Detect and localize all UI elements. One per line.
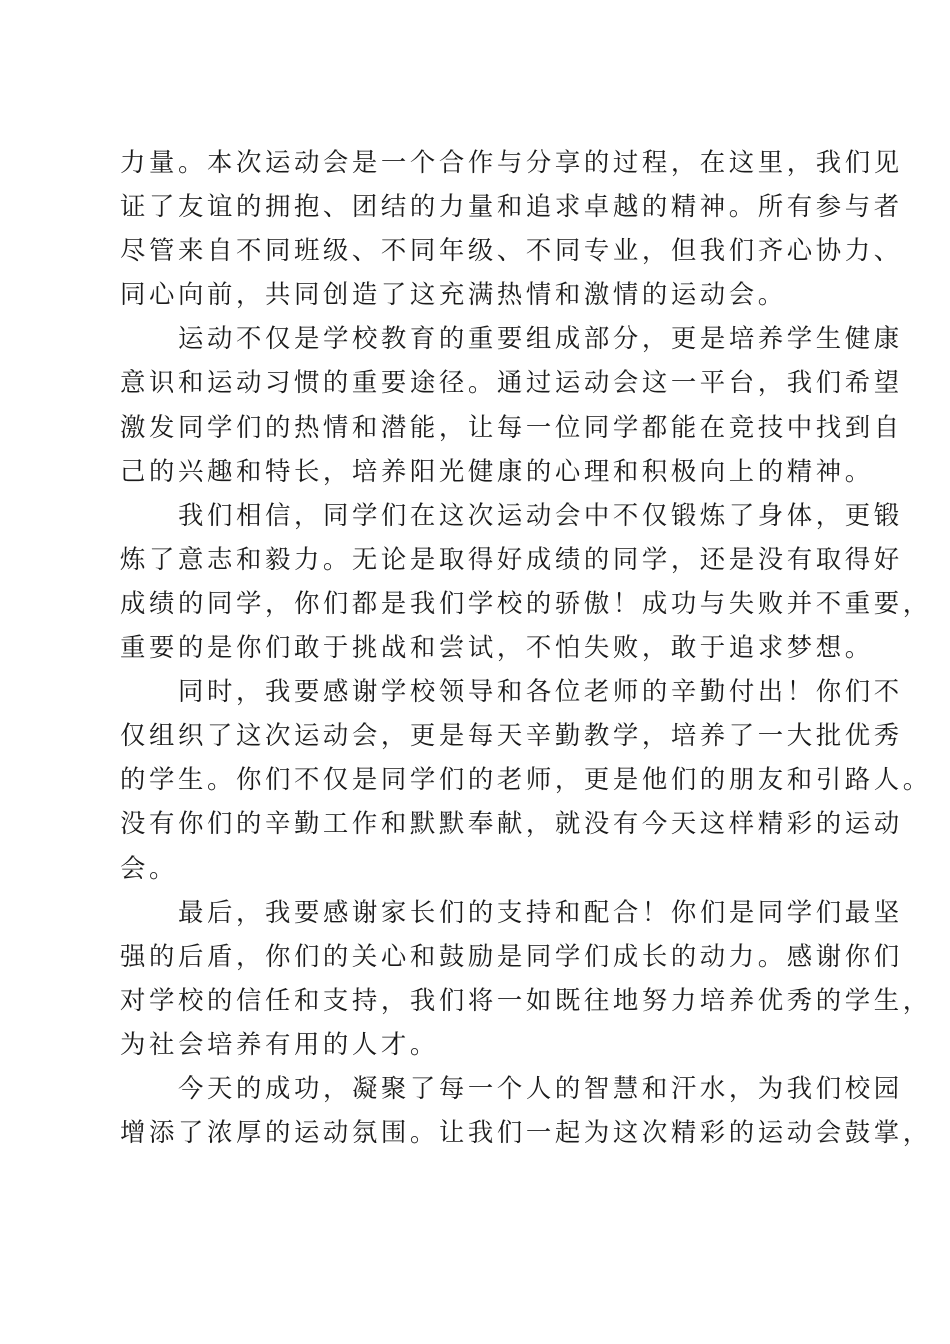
text-line: 的学生。你们不仅是同学们的老师，更是他们的朋友和引路人。 xyxy=(120,764,932,795)
text-line: 意识和运动习惯的重要途径。通过运动会这一平台，我们希望 xyxy=(120,367,903,398)
paragraph-first-line: 最后，我要感谢家长们的支持和配合！你们是同学们最坚 xyxy=(178,896,903,927)
text-line: 力量。本次运动会是一个合作与分享的过程，在这里，我们见 xyxy=(120,147,903,177)
paragraph-first-line: 同时，我要感谢学校领导和各位老师的辛勤付出！你们不 xyxy=(178,676,903,707)
text-line: 为社会培养有用的人才。 xyxy=(120,1028,439,1059)
text-line: 尽管来自不同班级、不同年级、不同专业，但我们齐心协力、 xyxy=(120,235,903,266)
paragraph-first-line: 运动不仅是学校教育的重要组成部分，更是培养学生健康 xyxy=(178,323,903,354)
text-line: 证了友谊的拥抱、团结的力量和追求卓越的精神。所有参与者 xyxy=(120,191,903,222)
text-line: 己的兴趣和特长，培养阳光健康的心理和积极向上的精神。 xyxy=(120,455,874,486)
text-line: 对学校的信任和支持，我们将一如既往地努力培养优秀的学生， xyxy=(120,984,932,1015)
text-line: 重要的是你们敢于挑战和尝试，不怕失败，敢于追求梦想。 xyxy=(120,632,874,663)
text-line: 激发同学们的热情和潜能，让每一位同学都能在竞技中找到自 xyxy=(120,411,903,442)
text-line: 会。 xyxy=(120,852,178,883)
paragraph-first-line: 我们相信，同学们在这次运动会中不仅锻炼了身体，更锻 xyxy=(178,499,903,530)
text-line: 增添了浓厚的运动氛围。让我们一起为这次精彩的运动会鼓掌， xyxy=(120,1117,932,1148)
document-body xyxy=(120,140,932,1154)
paragraph-first-line: 今天的成功，凝聚了每一个人的智慧和汗水，为我们校园 xyxy=(178,1072,903,1103)
text-line: 仅组织了这次运动会，更是每天辛勤教学，培养了一大批优秀 xyxy=(120,720,903,751)
text-line: 强的后盾，你们的关心和鼓励是同学们成长的动力。感谢你们 xyxy=(120,940,903,971)
text-line: 炼了意志和毅力。无论是取得好成绩的同学，还是没有取得好 xyxy=(120,543,903,574)
text-line: 同心向前，共同创造了这充满热情和激情的运动会。 xyxy=(120,279,787,310)
text-line: 成绩的同学，你们都是我们学校的骄傲！成功与失败并不重要， xyxy=(120,587,932,618)
text-line: 没有你们的辛勤工作和默默奉献，就没有今天这样精彩的运动 xyxy=(120,808,903,839)
